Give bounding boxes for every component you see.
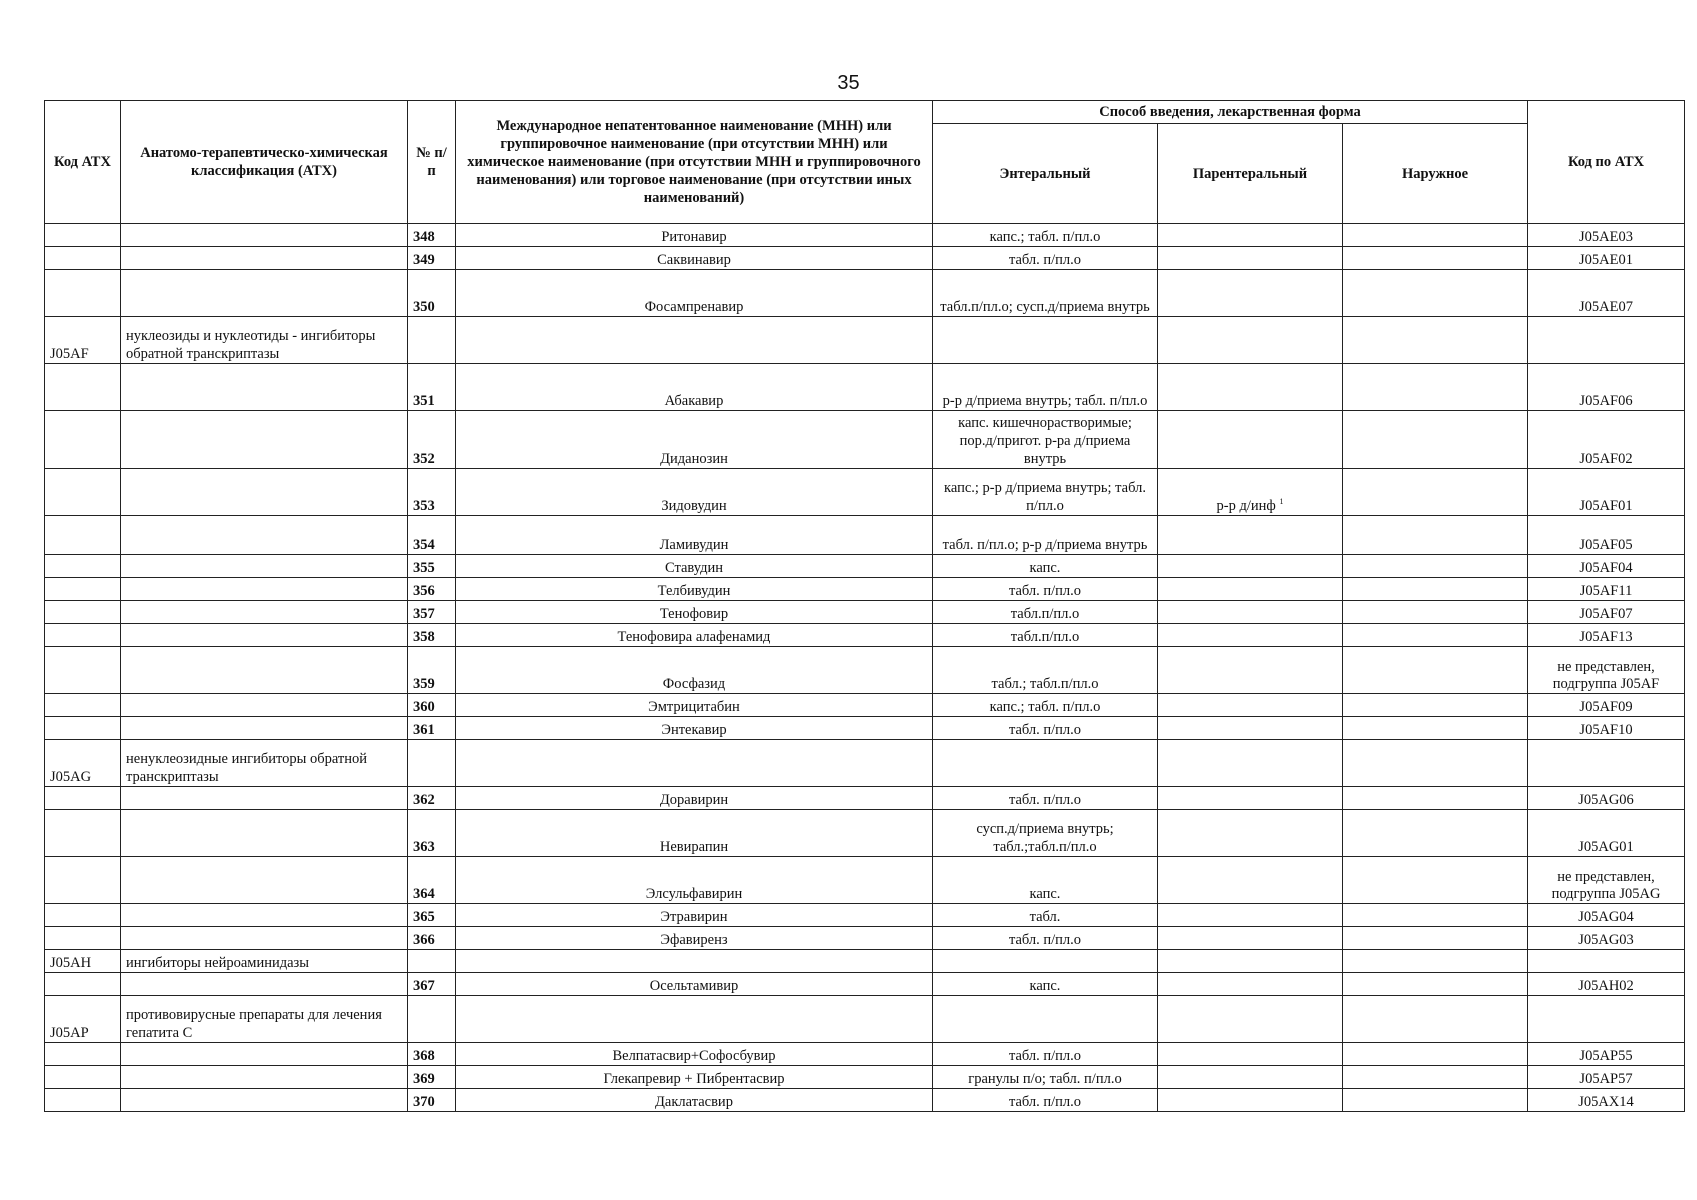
external-cell xyxy=(1343,247,1528,270)
enteral-cell xyxy=(933,317,1158,364)
atx-code-ref-cell: J05AF04 xyxy=(1528,555,1685,578)
parenteral-cell xyxy=(1158,516,1343,555)
inn-cell: Невирапин xyxy=(456,810,933,857)
table-row xyxy=(45,578,1685,601)
table-row xyxy=(45,810,1685,857)
external-cell xyxy=(1343,1066,1528,1089)
atx-code-cell: J05AH xyxy=(45,950,121,973)
inn-cell xyxy=(456,740,933,787)
atx-code-cell xyxy=(45,555,121,578)
row-number-cell: 363 xyxy=(408,810,456,857)
inn-cell: Фосфазид xyxy=(456,647,933,694)
atx-code-ref-cell: J05AF09 xyxy=(1528,694,1685,717)
inn-cell: Ставудин xyxy=(456,555,933,578)
parenteral-cell: р-р д/инф $^1$ xyxy=(1158,469,1343,516)
atx-code-cell xyxy=(45,810,121,857)
parenteral-cell xyxy=(1158,717,1343,740)
inn-cell: Энтекавир xyxy=(456,717,933,740)
atx-code-cell xyxy=(45,270,121,317)
parenteral-cell xyxy=(1158,224,1343,247)
enteral-cell: табл.п/пл.о; сусп.д/приема внутрь xyxy=(933,270,1158,317)
inn-cell: Абакавир xyxy=(456,364,933,411)
header-route-group: Способ введения, лекарственная форма xyxy=(933,101,1528,124)
row-number-cell: 358 xyxy=(408,624,456,647)
atx-code-ref-cell: J05AG03 xyxy=(1528,927,1685,950)
inn-cell: Этравирин xyxy=(456,904,933,927)
inn-cell: Саквинавир xyxy=(456,247,933,270)
atx-code-ref-cell: J05AX14 xyxy=(1528,1089,1685,1112)
table-row xyxy=(45,1089,1685,1112)
enteral-cell: табл.; табл.п/пл.о xyxy=(933,647,1158,694)
atx-code-cell xyxy=(45,624,121,647)
header-atx-code: Код АТХ xyxy=(45,101,121,224)
atx-code-cell xyxy=(45,647,121,694)
parenteral-cell xyxy=(1158,624,1343,647)
parenteral-cell xyxy=(1158,694,1343,717)
atx-code-cell xyxy=(45,578,121,601)
external-cell xyxy=(1343,555,1528,578)
enteral-cell xyxy=(933,996,1158,1043)
atx-code-ref-cell: J05AH02 xyxy=(1528,973,1685,996)
enteral-cell: табл. xyxy=(933,904,1158,927)
parenteral-cell xyxy=(1158,601,1343,624)
atx-name-cell xyxy=(121,224,408,247)
inn-cell: Эмтрицитабин xyxy=(456,694,933,717)
row-number-cell: 366 xyxy=(408,927,456,950)
parenteral-cell xyxy=(1158,996,1343,1043)
table-row xyxy=(45,904,1685,927)
inn-cell xyxy=(456,996,933,1043)
external-cell xyxy=(1343,317,1528,364)
atx-code-cell: J05AF xyxy=(45,317,121,364)
enteral-cell: табл.п/пл.о xyxy=(933,624,1158,647)
row-number-cell: 349 xyxy=(408,247,456,270)
row-number-cell: 355 xyxy=(408,555,456,578)
enteral-cell: капс.; табл. п/пл.о xyxy=(933,694,1158,717)
enteral-cell: табл. п/пл.о xyxy=(933,1089,1158,1112)
table-row xyxy=(45,740,1685,787)
inn-cell xyxy=(456,317,933,364)
table-row xyxy=(45,411,1685,469)
table-row xyxy=(45,247,1685,270)
row-number-cell: 352 xyxy=(408,411,456,469)
header-external: Наружное xyxy=(1343,124,1528,224)
parenteral-cell xyxy=(1158,927,1343,950)
header-row-number: № п/п xyxy=(408,101,456,224)
parenteral-cell xyxy=(1158,810,1343,857)
atx-code-ref-cell: J05AP55 xyxy=(1528,1043,1685,1066)
atx-code-cell xyxy=(45,601,121,624)
atx-name-cell xyxy=(121,647,408,694)
atx-code-ref-cell: J05AF10 xyxy=(1528,717,1685,740)
atx-code-ref-cell: J05AF11 xyxy=(1528,578,1685,601)
atx-code-ref-cell: J05AE07 xyxy=(1528,270,1685,317)
enteral-cell: табл.п/пл.о xyxy=(933,601,1158,624)
table-body xyxy=(45,224,1685,1112)
table-row xyxy=(45,973,1685,996)
parenteral-cell xyxy=(1158,857,1343,904)
atx-code-ref-cell: J05AF07 xyxy=(1528,601,1685,624)
external-cell xyxy=(1343,364,1528,411)
external-cell xyxy=(1343,927,1528,950)
atx-code-cell xyxy=(45,469,121,516)
enteral-cell: табл. п/пл.о; р-р д/приема внутрь xyxy=(933,516,1158,555)
atx-name-cell xyxy=(121,810,408,857)
row-number-cell: 362 xyxy=(408,787,456,810)
parenteral-cell xyxy=(1158,973,1343,996)
table-row xyxy=(45,717,1685,740)
page-number: 35 xyxy=(837,72,860,94)
inn-cell: Тенофовира алафенамид xyxy=(456,624,933,647)
atx-name-cell xyxy=(121,364,408,411)
row-number-cell xyxy=(408,996,456,1043)
inn-cell: Телбивудин xyxy=(456,578,933,601)
parenteral-cell xyxy=(1158,950,1343,973)
atx-code-cell xyxy=(45,364,121,411)
inn-cell xyxy=(456,950,933,973)
atx-name-cell xyxy=(121,578,408,601)
parenteral-cell xyxy=(1158,411,1343,469)
atx-code-cell xyxy=(45,857,121,904)
row-number-cell: 353 xyxy=(408,469,456,516)
row-number-cell: 359 xyxy=(408,647,456,694)
atx-code-ref-cell: J05AG04 xyxy=(1528,904,1685,927)
atx-name-cell: нуклеозиды и нуклеотиды - ингибиторы обратной транскриптазы xyxy=(121,317,408,364)
parenteral-cell xyxy=(1158,787,1343,810)
table-row xyxy=(45,364,1685,411)
parenteral-cell xyxy=(1158,364,1343,411)
enteral-cell: капс.; р-р д/приема внутрь; табл. п/пл.о xyxy=(933,469,1158,516)
row-number-cell: 357 xyxy=(408,601,456,624)
table-row xyxy=(45,469,1685,516)
enteral-cell: капс. xyxy=(933,973,1158,996)
atx-name-cell xyxy=(121,787,408,810)
parenteral-cell xyxy=(1158,740,1343,787)
table-row xyxy=(45,317,1685,364)
external-cell xyxy=(1343,904,1528,927)
parenteral-cell xyxy=(1158,647,1343,694)
enteral-cell: табл. п/пл.о xyxy=(933,787,1158,810)
parenteral-cell xyxy=(1158,578,1343,601)
parenteral-cell xyxy=(1158,904,1343,927)
parenteral-cell xyxy=(1158,270,1343,317)
external-cell xyxy=(1343,1089,1528,1112)
atx-code-cell xyxy=(45,516,121,555)
table-row xyxy=(45,787,1685,810)
external-cell xyxy=(1343,810,1528,857)
external-cell xyxy=(1343,717,1528,740)
external-cell xyxy=(1343,469,1528,516)
external-cell xyxy=(1343,950,1528,973)
atx-code-cell xyxy=(45,717,121,740)
external-cell xyxy=(1343,624,1528,647)
row-number-cell: 348 xyxy=(408,224,456,247)
inn-cell: Осельтамивир xyxy=(456,973,933,996)
drug-register-table xyxy=(44,100,1685,1112)
row-number-cell xyxy=(408,317,456,364)
atx-name-cell xyxy=(121,601,408,624)
atx-code-ref-cell: J05AG01 xyxy=(1528,810,1685,857)
atx-code-ref-cell xyxy=(1528,740,1685,787)
table-row xyxy=(45,224,1685,247)
row-number-cell: 356 xyxy=(408,578,456,601)
enteral-cell: гранулы п/о; табл. п/пл.о xyxy=(933,1066,1158,1089)
footnote-mark: 1 xyxy=(1279,497,1284,507)
row-number-cell: 368 xyxy=(408,1043,456,1066)
inn-cell: Эфавиренз xyxy=(456,927,933,950)
row-number-cell xyxy=(408,950,456,973)
atx-code-cell xyxy=(45,1043,121,1066)
inn-cell: Даклатасвир xyxy=(456,1089,933,1112)
external-cell xyxy=(1343,516,1528,555)
atx-code-cell xyxy=(45,411,121,469)
row-number-cell: 369 xyxy=(408,1066,456,1089)
enteral-cell: табл. п/пл.о xyxy=(933,578,1158,601)
atx-name-cell xyxy=(121,694,408,717)
atx-name-cell xyxy=(121,927,408,950)
external-cell xyxy=(1343,973,1528,996)
inn-cell: Доравирин xyxy=(456,787,933,810)
inn-cell: Фосампренавир xyxy=(456,270,933,317)
atx-name-cell xyxy=(121,516,408,555)
external-cell xyxy=(1343,996,1528,1043)
external-cell xyxy=(1343,694,1528,717)
atx-code-ref-cell: не представлен, подгруппа J05AF xyxy=(1528,647,1685,694)
inn-cell: Глекапревир + Пибрентасвир xyxy=(456,1066,933,1089)
row-number-cell: 354 xyxy=(408,516,456,555)
table-row xyxy=(45,857,1685,904)
atx-name-cell xyxy=(121,624,408,647)
atx-name-cell xyxy=(121,1066,408,1089)
atx-code-ref-cell: J05AF02 xyxy=(1528,411,1685,469)
atx-name-cell xyxy=(121,411,408,469)
inn-cell: Зидовудин xyxy=(456,469,933,516)
atx-code-cell xyxy=(45,904,121,927)
atx-code-ref-cell: J05AF13 xyxy=(1528,624,1685,647)
atx-code-ref-cell xyxy=(1528,996,1685,1043)
enteral-cell: капс. xyxy=(933,555,1158,578)
enteral-cell: капс.; табл. п/пл.о xyxy=(933,224,1158,247)
header-enteral: Энтеральный xyxy=(933,124,1158,224)
external-cell xyxy=(1343,224,1528,247)
table-row xyxy=(45,996,1685,1043)
row-number-cell: 364 xyxy=(408,857,456,904)
atx-name-cell xyxy=(121,247,408,270)
row-number-cell xyxy=(408,740,456,787)
inn-cell: Ритонавир xyxy=(456,224,933,247)
enteral-cell: капс. кишечнорастворимые; пор.д/пригот. р-ра д/приема внутрь xyxy=(933,411,1158,469)
atx-name-cell xyxy=(121,857,408,904)
table-row xyxy=(45,647,1685,694)
table-row xyxy=(45,1066,1685,1089)
row-number-cell: 365 xyxy=(408,904,456,927)
header-atx-classification: Анатомо-терапевтическо-химическая классификация (АТХ) xyxy=(121,101,408,224)
inn-cell: Тенофовир xyxy=(456,601,933,624)
table-row xyxy=(45,555,1685,578)
external-cell xyxy=(1343,857,1528,904)
external-cell xyxy=(1343,578,1528,601)
inn-cell: Велпатасвир+Софосбувир xyxy=(456,1043,933,1066)
header-parenteral: Парентеральный xyxy=(1158,124,1343,224)
row-number-cell: 367 xyxy=(408,973,456,996)
parenteral-cell xyxy=(1158,317,1343,364)
atx-name-cell xyxy=(121,270,408,317)
enteral-cell xyxy=(933,740,1158,787)
atx-code-ref-cell xyxy=(1528,317,1685,364)
atx-code-ref-cell: J05AF06 xyxy=(1528,364,1685,411)
table-row xyxy=(45,1043,1685,1066)
enteral-cell: табл. п/пл.о xyxy=(933,247,1158,270)
enteral-cell: табл. п/пл.о xyxy=(933,927,1158,950)
header-inn: Международное непатентованное наименование (МНН) или группировочное наименование (при отсутствии МНН) или химическое наименование (при отсутствии МНН и группировочного наименования) или торговое наименование (при отсутствии иных наименований) xyxy=(456,101,933,224)
external-cell xyxy=(1343,647,1528,694)
inn-cell: Ламивудин xyxy=(456,516,933,555)
table-row xyxy=(45,270,1685,317)
atx-code-cell xyxy=(45,694,121,717)
row-number-cell: 361 xyxy=(408,717,456,740)
enteral-cell: сусп.д/приема внутрь; табл.;табл.п/пл.о xyxy=(933,810,1158,857)
row-number-cell: 350 xyxy=(408,270,456,317)
parenteral-cell xyxy=(1158,555,1343,578)
enteral-cell xyxy=(933,950,1158,973)
atx-name-cell xyxy=(121,1043,408,1066)
table-row xyxy=(45,516,1685,555)
header-atx-code-ref: Код по АТХ xyxy=(1528,101,1685,224)
table-row xyxy=(45,927,1685,950)
external-cell xyxy=(1343,270,1528,317)
row-number-cell: 360 xyxy=(408,694,456,717)
external-cell xyxy=(1343,411,1528,469)
enteral-cell: капс. xyxy=(933,857,1158,904)
inn-cell: Диданозин xyxy=(456,411,933,469)
parenteral-cell xyxy=(1158,1043,1343,1066)
external-cell xyxy=(1343,740,1528,787)
atx-name-cell: противовирусные препараты для лечения гепатита С xyxy=(121,996,408,1043)
external-cell xyxy=(1343,601,1528,624)
external-cell xyxy=(1343,1043,1528,1066)
atx-code-cell xyxy=(45,1066,121,1089)
atx-name-cell: ненуклеозидные ингибиторы обратной транскриптазы xyxy=(121,740,408,787)
atx-code-ref-cell: J05AE03 xyxy=(1528,224,1685,247)
atx-code-ref-cell: J05AE01 xyxy=(1528,247,1685,270)
atx-name-cell xyxy=(121,973,408,996)
parenteral-cell xyxy=(1158,1066,1343,1089)
atx-code-cell xyxy=(45,1089,121,1112)
atx-code-cell: J05AP xyxy=(45,996,121,1043)
row-number-cell: 351 xyxy=(408,364,456,411)
atx-code-ref-cell: J05AP57 xyxy=(1528,1066,1685,1089)
atx-code-ref-cell: J05AG06 xyxy=(1528,787,1685,810)
atx-code-ref-cell: J05AF05 xyxy=(1528,516,1685,555)
table-row xyxy=(45,950,1685,973)
atx-name-cell xyxy=(121,904,408,927)
atx-code-cell xyxy=(45,927,121,950)
atx-code-cell xyxy=(45,247,121,270)
atx-code-cell xyxy=(45,973,121,996)
atx-code-cell: J05AG xyxy=(45,740,121,787)
external-cell xyxy=(1343,787,1528,810)
table-row xyxy=(45,624,1685,647)
row-number-cell: 370 xyxy=(408,1089,456,1112)
atx-name-cell: ингибиторы нейроаминидазы xyxy=(121,950,408,973)
enteral-cell: табл. п/пл.о xyxy=(933,717,1158,740)
parenteral-cell xyxy=(1158,1089,1343,1112)
atx-name-cell xyxy=(121,1089,408,1112)
atx-name-cell xyxy=(121,469,408,516)
atx-code-ref-cell: не представлен, подгруппа J05AG xyxy=(1528,857,1685,904)
atx-code-cell xyxy=(45,787,121,810)
parenteral-cell xyxy=(1158,247,1343,270)
enteral-cell: р-р д/приема внутрь; табл. п/пл.о xyxy=(933,364,1158,411)
atx-name-cell xyxy=(121,717,408,740)
table-row xyxy=(45,694,1685,717)
atx-code-ref-cell xyxy=(1528,950,1685,973)
atx-code-cell xyxy=(45,224,121,247)
inn-cell: Элсульфавирин xyxy=(456,857,933,904)
atx-code-ref-cell: J05AF01 xyxy=(1528,469,1685,516)
atx-name-cell xyxy=(121,555,408,578)
table-row xyxy=(45,601,1685,624)
enteral-cell: табл. п/пл.о xyxy=(933,1043,1158,1066)
